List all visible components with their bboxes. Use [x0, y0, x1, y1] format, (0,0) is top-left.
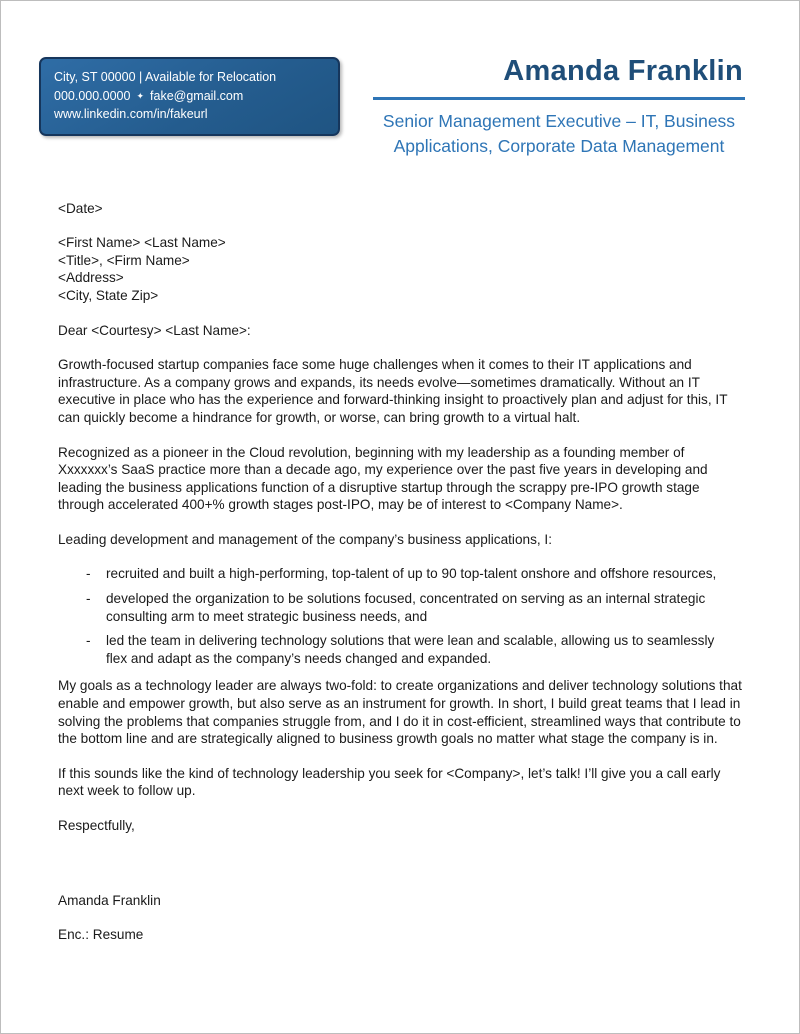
bullet-marker: -: [86, 633, 91, 649]
letter-body: [1, 159, 799, 944]
recipient-block: [58, 234, 743, 304]
tagline-line-1: Senior Management Executive – IT, Business: [382, 110, 736, 131]
date-placeholder: <Date>: [58, 200, 103, 216]
paragraph-2: Recognized as a pioneer in the Cloud revolution, beginning with my leadership as a founding member of Xxxxxxx’s SaaS practice more than a decade ago, my experience over the past five years in developing and leading the business applications function of a disruptive startup through the scrappy pre-IPO growth stage through accelerated 400+% growth stages post-IPO, may be of interest to <Company Name>.: [58, 444, 708, 513]
header-divider: [373, 97, 745, 100]
recipient-city-line: <City, State Zip>: [58, 287, 159, 303]
bullet-marker: -: [86, 566, 91, 582]
valediction: Respectfully,: [58, 818, 135, 834]
bullet-text: recruited and built a high-performing, top-talent of up to 90 top-talent onshore and offshore resources,: [106, 566, 717, 582]
bullet-text: developed the organization to be solutions focused, concentrated on serving as an internal strategic consulting arm to meet strategic business needs, and: [106, 591, 706, 624]
salutation: Dear <Courtesy> <Last Name>:: [58, 322, 251, 338]
paragraph-4: If this sounds like the kind of technology leadership you seek for <Company>, let’s talk! I’ll give you a call early next week to follow up.: [58, 765, 721, 799]
contact-phone: 000.000.0000: [54, 88, 131, 103]
bullet-marker: -: [86, 591, 91, 607]
bullet-item-1: [86, 565, 743, 583]
contact-linkedin: www.linkedin.com/in/fakeurl: [54, 107, 208, 121]
recipient-address-line: <Address>: [58, 270, 124, 286]
signature-name: Amanda Franklin: [58, 892, 161, 908]
candidate-tagline: [373, 109, 745, 159]
paragraph-3: My goals as a technology leader are always two-fold: to create organizations and deliver technology solutions that enable and empower growth, but also serve as an instrument for growth. In short, I build great teams that I lead in solving the problems that companies struggle from, and I do it in cost-efficient, streamlined ways that contribute to the bottom line and are strategically aligned to business growth goals no matter what stage the company is in.: [58, 678, 742, 747]
candidate-name: Amanda Franklin: [503, 55, 743, 87]
paragraph-1: Growth-focused startup companies face some huge challenges when it comes to their IT applications and infrastructure. As a company grows and expands, its needs evolve—sometimes dramatically. Without an IT executive in place who has the experience and forward-thinking insight to proactively plan and adjust for this, IT can quickly become a hindrance for growth, or worse, can bring growth to a virtual halt.: [58, 357, 728, 425]
contact-box: [39, 57, 340, 136]
bullet-item-3: [86, 632, 743, 667]
recipient-name-line: <First Name> <Last Name>: [58, 235, 226, 251]
bullet-text: led the team in delivering technology solutions that were lean and scalable, allowing us to seamlessly flex and adapt as the company’s needs changed and expanded.: [106, 633, 715, 666]
tagline-line-2: Applications, Corporate Data Management: [393, 135, 725, 156]
contact-email: fake@gmail.com: [150, 88, 244, 103]
bullet-item-2: [86, 590, 743, 625]
contact-phone-email-line: [54, 87, 325, 106]
contact-location-line: City, ST 00000 | Available for Relocation: [54, 70, 277, 84]
header-name-block: [373, 56, 745, 159]
recipient-title-line: <Title>, <Firm Name>: [58, 252, 190, 268]
diamond-separator-icon: ✦: [136, 90, 145, 101]
lead-in-line: Leading development and management of the company’s business applications, I:: [58, 531, 552, 547]
letterhead: [1, 1, 799, 159]
bullet-list: [86, 565, 743, 667]
enclosure-note: Enc.: Resume: [58, 927, 144, 943]
